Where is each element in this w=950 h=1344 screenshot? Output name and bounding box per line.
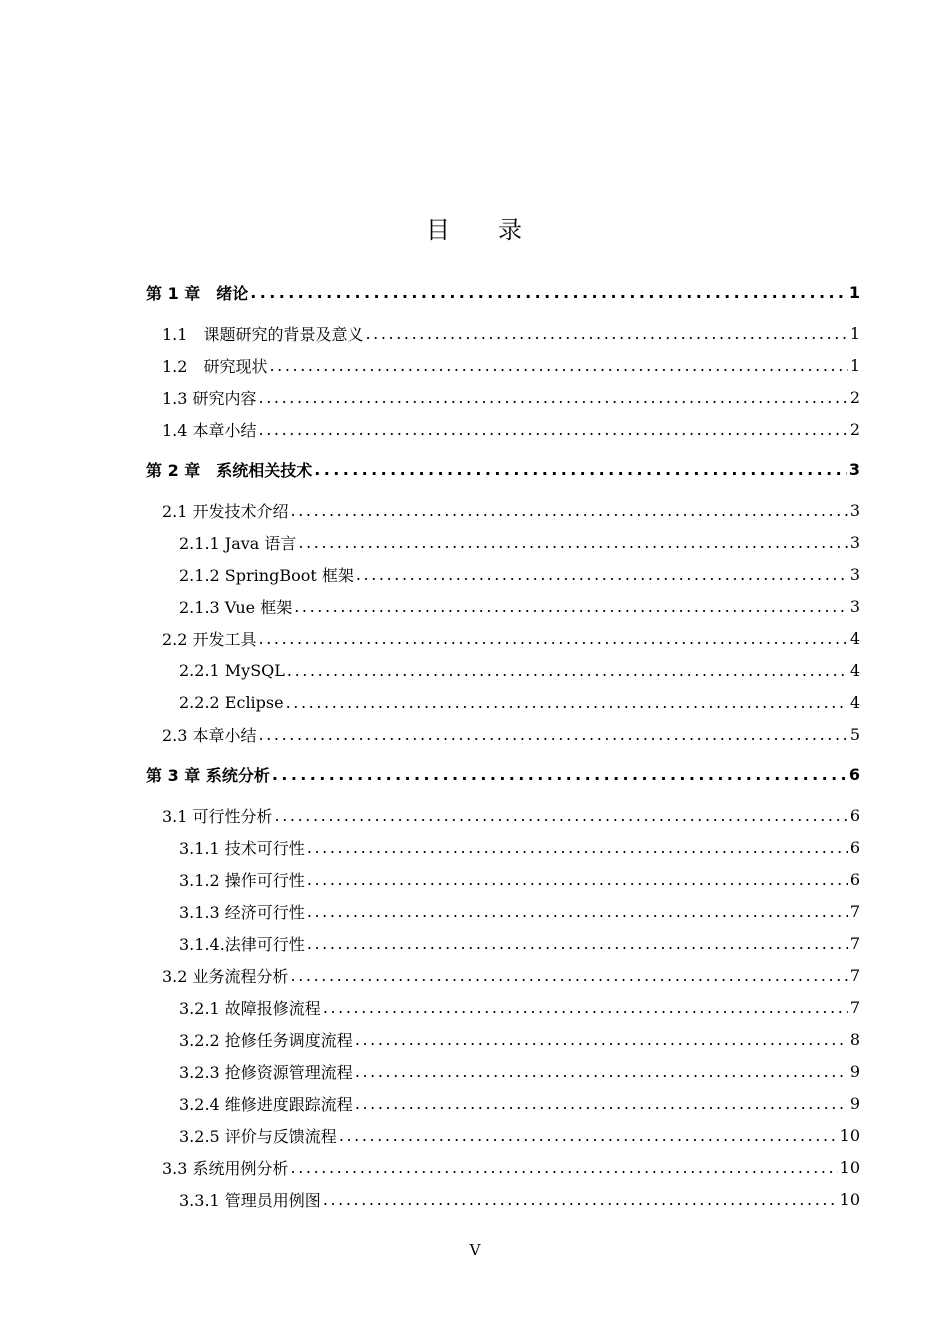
toc-entry-label: 2.1.2 SpringBoot 框架 <box>179 565 354 585</box>
toc-leader-dots <box>307 934 848 953</box>
toc-entry-label: 2.1.1 Java 语言 <box>179 533 297 553</box>
toc-section-entry[interactable] <box>146 687 860 717</box>
toc-title-right: 录 <box>498 216 524 244</box>
toc-leader-dots <box>259 629 848 648</box>
toc-leader-dots <box>259 420 848 439</box>
toc-entry-label: 2.3 本章小结 <box>162 725 257 745</box>
toc-section-entry[interactable] <box>146 527 860 557</box>
toc-chapter-entry[interactable] <box>146 277 860 307</box>
toc-entry-page: 6 <box>848 764 860 784</box>
toc-entry-label: 3.1.3 经济可行性 <box>179 902 305 922</box>
toc-section-entry[interactable] <box>146 832 860 862</box>
toc-entry-page: 10 <box>839 1125 860 1145</box>
toc-leader-dots <box>356 565 848 584</box>
toc-section-entry[interactable] <box>146 928 860 958</box>
toc-section-entry[interactable] <box>146 896 860 926</box>
toc-entry-label: 2.2.1 MySQL <box>179 660 285 680</box>
toc-leader-dots <box>259 725 848 744</box>
toc-leader-dots <box>307 902 848 921</box>
toc-entry-page: 1 <box>849 323 860 343</box>
toc-entry-page: 7 <box>849 965 860 985</box>
toc-leader-dots <box>291 966 848 985</box>
toc-leader-dots <box>355 1094 848 1113</box>
toc-leader-dots <box>365 324 847 343</box>
toc-entry-label: 3.2.2 抢修任务调度流程 <box>179 1030 353 1050</box>
toc-leader-dots <box>275 806 848 825</box>
toc-leader-dots <box>286 693 848 712</box>
toc-section-entry[interactable] <box>146 1184 860 1214</box>
toc-entry-page: 6 <box>849 837 860 857</box>
toc-section-entry[interactable] <box>146 382 860 412</box>
toc-title <box>0 210 950 245</box>
toc-section-entry[interactable] <box>146 864 860 894</box>
toc-entry-page: 7 <box>849 901 860 921</box>
toc-section-entry[interactable] <box>146 1152 860 1182</box>
toc-section-entry[interactable] <box>146 559 860 589</box>
toc-entry-label: 第 1 章 绪论 <box>146 283 249 303</box>
toc-section-entry[interactable] <box>146 350 860 380</box>
toc-leader-dots <box>355 1030 848 1049</box>
toc-section-entry[interactable] <box>146 960 860 990</box>
toc-leader-dots <box>291 1158 838 1177</box>
toc-entry-page: 2 <box>849 419 860 439</box>
toc-entry-page: 7 <box>849 933 860 953</box>
toc-section-entry[interactable] <box>146 655 860 685</box>
toc-entry-label: 3.1.2 操作可行性 <box>179 870 305 890</box>
toc-entry-label: 第 3 章 系统分析 <box>146 765 270 785</box>
toc-leader-dots <box>307 838 848 857</box>
toc-leader-dots <box>294 597 848 616</box>
toc-entry-page: 3 <box>849 596 860 616</box>
toc-entry-page: 5 <box>849 724 860 744</box>
toc-entry-page: 3 <box>848 459 860 479</box>
toc-leader-dots <box>307 870 848 889</box>
toc-entry-page: 9 <box>849 1093 860 1113</box>
toc-entry-label: 第 2 章 系统相关技术 <box>146 460 313 480</box>
toc-entry-label: 3.2.4 维修进度跟踪流程 <box>179 1094 353 1114</box>
toc-entry-page: 3 <box>849 564 860 584</box>
toc-entry-page: 9 <box>849 1061 860 1081</box>
toc-entry-page: 4 <box>849 660 860 680</box>
toc-section-entry[interactable] <box>146 1088 860 1118</box>
toc-entry-page: 10 <box>839 1189 860 1209</box>
toc-title-left: 目 <box>426 216 452 244</box>
toc-section-entry[interactable] <box>146 495 860 525</box>
toc-section-entry[interactable] <box>146 318 860 348</box>
toc-entry-page: 1 <box>848 282 860 302</box>
toc-entry-label: 1.4 本章小结 <box>162 420 257 440</box>
toc-entry-page: 10 <box>839 1157 860 1177</box>
toc-entry-label: 2.2 开发工具 <box>162 629 257 649</box>
toc-entry-label: 3.2.1 故障报修流程 <box>179 998 321 1018</box>
toc-entry-label: 1.3 研究内容 <box>162 388 257 408</box>
toc-leader-dots <box>355 1062 848 1081</box>
toc-entry-label: 3.1 可行性分析 <box>162 806 273 826</box>
toc-section-entry[interactable] <box>146 800 860 830</box>
toc-entry-label: 2.2.2 Eclipse <box>179 692 284 712</box>
toc-entry-page: 8 <box>849 1029 860 1049</box>
toc-leader-dots <box>339 1126 838 1145</box>
toc-chapter-entry[interactable] <box>146 759 860 789</box>
toc-section-entry[interactable] <box>146 992 860 1022</box>
toc-leader-dots <box>269 356 847 375</box>
toc-entry-page: 1 <box>849 355 860 375</box>
toc-entry-label: 3.3 系统用例分析 <box>162 1158 289 1178</box>
toc-section-entry[interactable] <box>146 591 860 621</box>
toc-entry-page: 6 <box>849 869 860 889</box>
toc-entry-page: 7 <box>849 997 860 1017</box>
toc-entry-label: 1.2 研究现状 <box>162 356 268 376</box>
toc-leader-dots <box>287 661 848 680</box>
toc-section-entry[interactable] <box>146 623 860 653</box>
toc-entry-label: 3.2.5 评价与反馈流程 <box>179 1126 337 1146</box>
toc-section-entry[interactable] <box>146 1024 860 1054</box>
toc-entry-page: 2 <box>849 387 860 407</box>
toc-leader-dots <box>272 765 847 784</box>
toc-entry-label: 3.2.3 抢修资源管理流程 <box>179 1062 353 1082</box>
toc-leader-dots <box>323 998 848 1017</box>
toc-entry-page: 3 <box>849 532 860 552</box>
toc-chapter-entry[interactable] <box>146 454 860 484</box>
toc-entry-label: 3.2 业务流程分析 <box>162 966 289 986</box>
toc-entry-label: 3.1.1 技术可行性 <box>179 838 305 858</box>
toc-section-entry[interactable] <box>146 719 860 749</box>
toc-entry-page: 4 <box>849 628 860 648</box>
toc-leader-dots <box>291 501 848 520</box>
toc-entry-page: 3 <box>849 500 860 520</box>
toc-leader-dots <box>259 388 848 407</box>
toc-section-entry[interactable] <box>146 1056 860 1086</box>
toc-entry-label: 2.1 开发技术介绍 <box>162 501 289 521</box>
toc-entry-label: 3.1.4.法律可行性 <box>179 934 305 954</box>
toc-leader-dots <box>323 1190 838 1209</box>
toc-entry-label: 2.1.3 Vue 框架 <box>179 597 293 617</box>
toc-section-entry[interactable] <box>146 414 860 444</box>
toc-entry-page: 6 <box>849 805 860 825</box>
toc-leader-dots <box>298 533 847 552</box>
toc-leader-dots <box>314 460 847 479</box>
toc-leader-dots <box>250 283 847 302</box>
page-number: V <box>469 1241 481 1259</box>
toc-entry-label: 1.1 课题研究的背景及意义 <box>162 324 364 344</box>
toc-section-entry[interactable] <box>146 1120 860 1150</box>
toc-entry-label: 3.3.1 管理员用例图 <box>179 1190 321 1210</box>
toc-entry-page: 4 <box>849 692 860 712</box>
